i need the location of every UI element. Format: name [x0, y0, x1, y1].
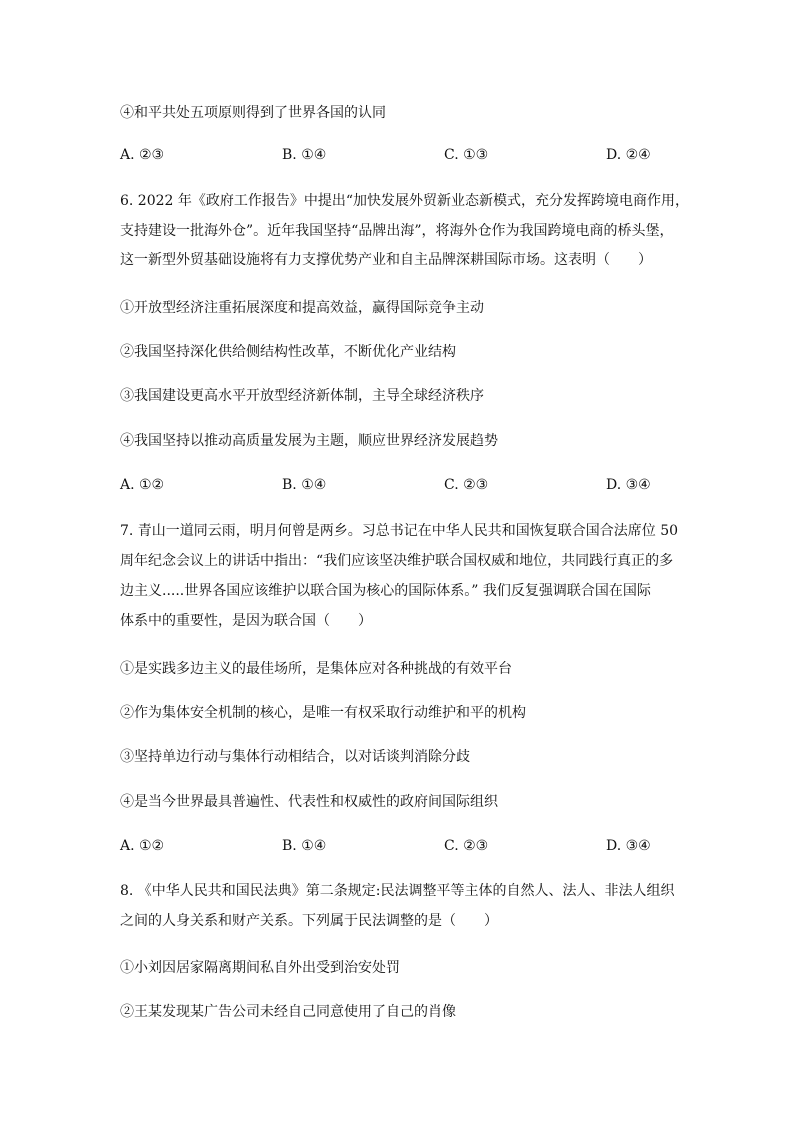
q5-option-a: A. ②③	[120, 147, 165, 163]
q7-stem-line-2: 周年纪念会议上的讲话中指出：“我们应该坚决维护联合国权威和地位，共同践行真正的多	[120, 553, 674, 569]
q7-stem-line-4: 体系中的重要性，是因为联合国（ ）	[120, 613, 372, 629]
q7-option-b: B. ①④	[282, 838, 327, 854]
q6-item-4: ④我国坚持以推动高质量发展为主题，顺应世界经济发展趋势	[120, 433, 498, 449]
q8-item-2: ②王某发现某广告公司未经自己同意使用了自己的肖像	[120, 1004, 456, 1020]
q7-item-3: ③坚持单边行动与集体行动相结合，以对话谈判消除分歧	[120, 749, 470, 765]
q8-stem-line-1: 8. 《中华人民共和国民法典》第二条规定:民法调整平等主体的自然人、法人、非法人组织	[120, 883, 675, 899]
q6-item-2: ②我国坚持深化供给侧结构性改革，不断优化产业结构	[120, 344, 456, 360]
q6-item-3: ③我国建设更高水平开放型经济新体制，主导全球经济秩序	[120, 388, 484, 404]
q7-item-2: ②作为集体安全机制的核心，是唯一有权采取行动维护和平的机构	[120, 705, 526, 721]
q5-option-b: B. ①④	[282, 147, 327, 163]
q6-stem-line-2: 支持建设一批海外仓”。近年我国坚持“品牌出海”，将海外仓作为我国跨境电商的桥头堡，	[120, 223, 674, 239]
q7-options	[120, 838, 680, 858]
q8-item-1: ①小刘因居家隔离期间私自外出受到治安处罚	[120, 960, 400, 976]
q6-option-a: A. ①②	[120, 477, 165, 493]
q7-option-d: D. ③④	[606, 838, 651, 854]
q5-option-c: C. ①③	[444, 147, 489, 163]
q6-stem-line-3: 这一新型外贸基础设施将有力支撑优势产业和自主品牌深耕国际市场。这表明（ ）	[120, 252, 652, 268]
q7-item-4: ④是当今世界最具普遍性、代表性和权威性的政府间国际组织	[120, 794, 498, 810]
q6-option-d: D. ③④	[606, 477, 651, 493]
q5-options	[120, 147, 680, 167]
q7-stem-line-1: 7. 青山一道同云雨，明月何曾是两乡。习总书记在中华人民共和国恢复联合国合法席位 50	[120, 523, 679, 539]
q6-option-c: C. ②③	[444, 477, 489, 493]
q7-stem-line-3: 边主义.....世界各国应该维护以联合国为核心的国际体系。” 我们反复强调联合国在国际	[120, 583, 651, 599]
q8-stem-line-2: 之间的人身关系和财产关系。下列属于民法调整的是（ ）	[120, 913, 498, 929]
q7-item-1: ①是实践多边主义的最佳场所，是集体应对各种挑战的有效平台	[120, 661, 512, 677]
q7-option-c: C. ②③	[444, 838, 489, 854]
q5-item-4: ④和平共处五项原则得到了世界各国的认同	[120, 105, 386, 121]
q6-options	[120, 477, 680, 497]
q6-stem-line-1: 6. 2022 年《政府工作报告》中提出“加快发展外贸新业态新模式，充分发挥跨境电商作用，	[120, 193, 690, 209]
q5-option-d: D. ②④	[606, 147, 651, 163]
q6-item-1: ①开放型经济注重拓展深度和提高效益，赢得国际竞争主动	[120, 300, 484, 316]
q7-option-a: A. ①②	[120, 838, 165, 854]
q6-option-b: B. ①④	[282, 477, 327, 493]
